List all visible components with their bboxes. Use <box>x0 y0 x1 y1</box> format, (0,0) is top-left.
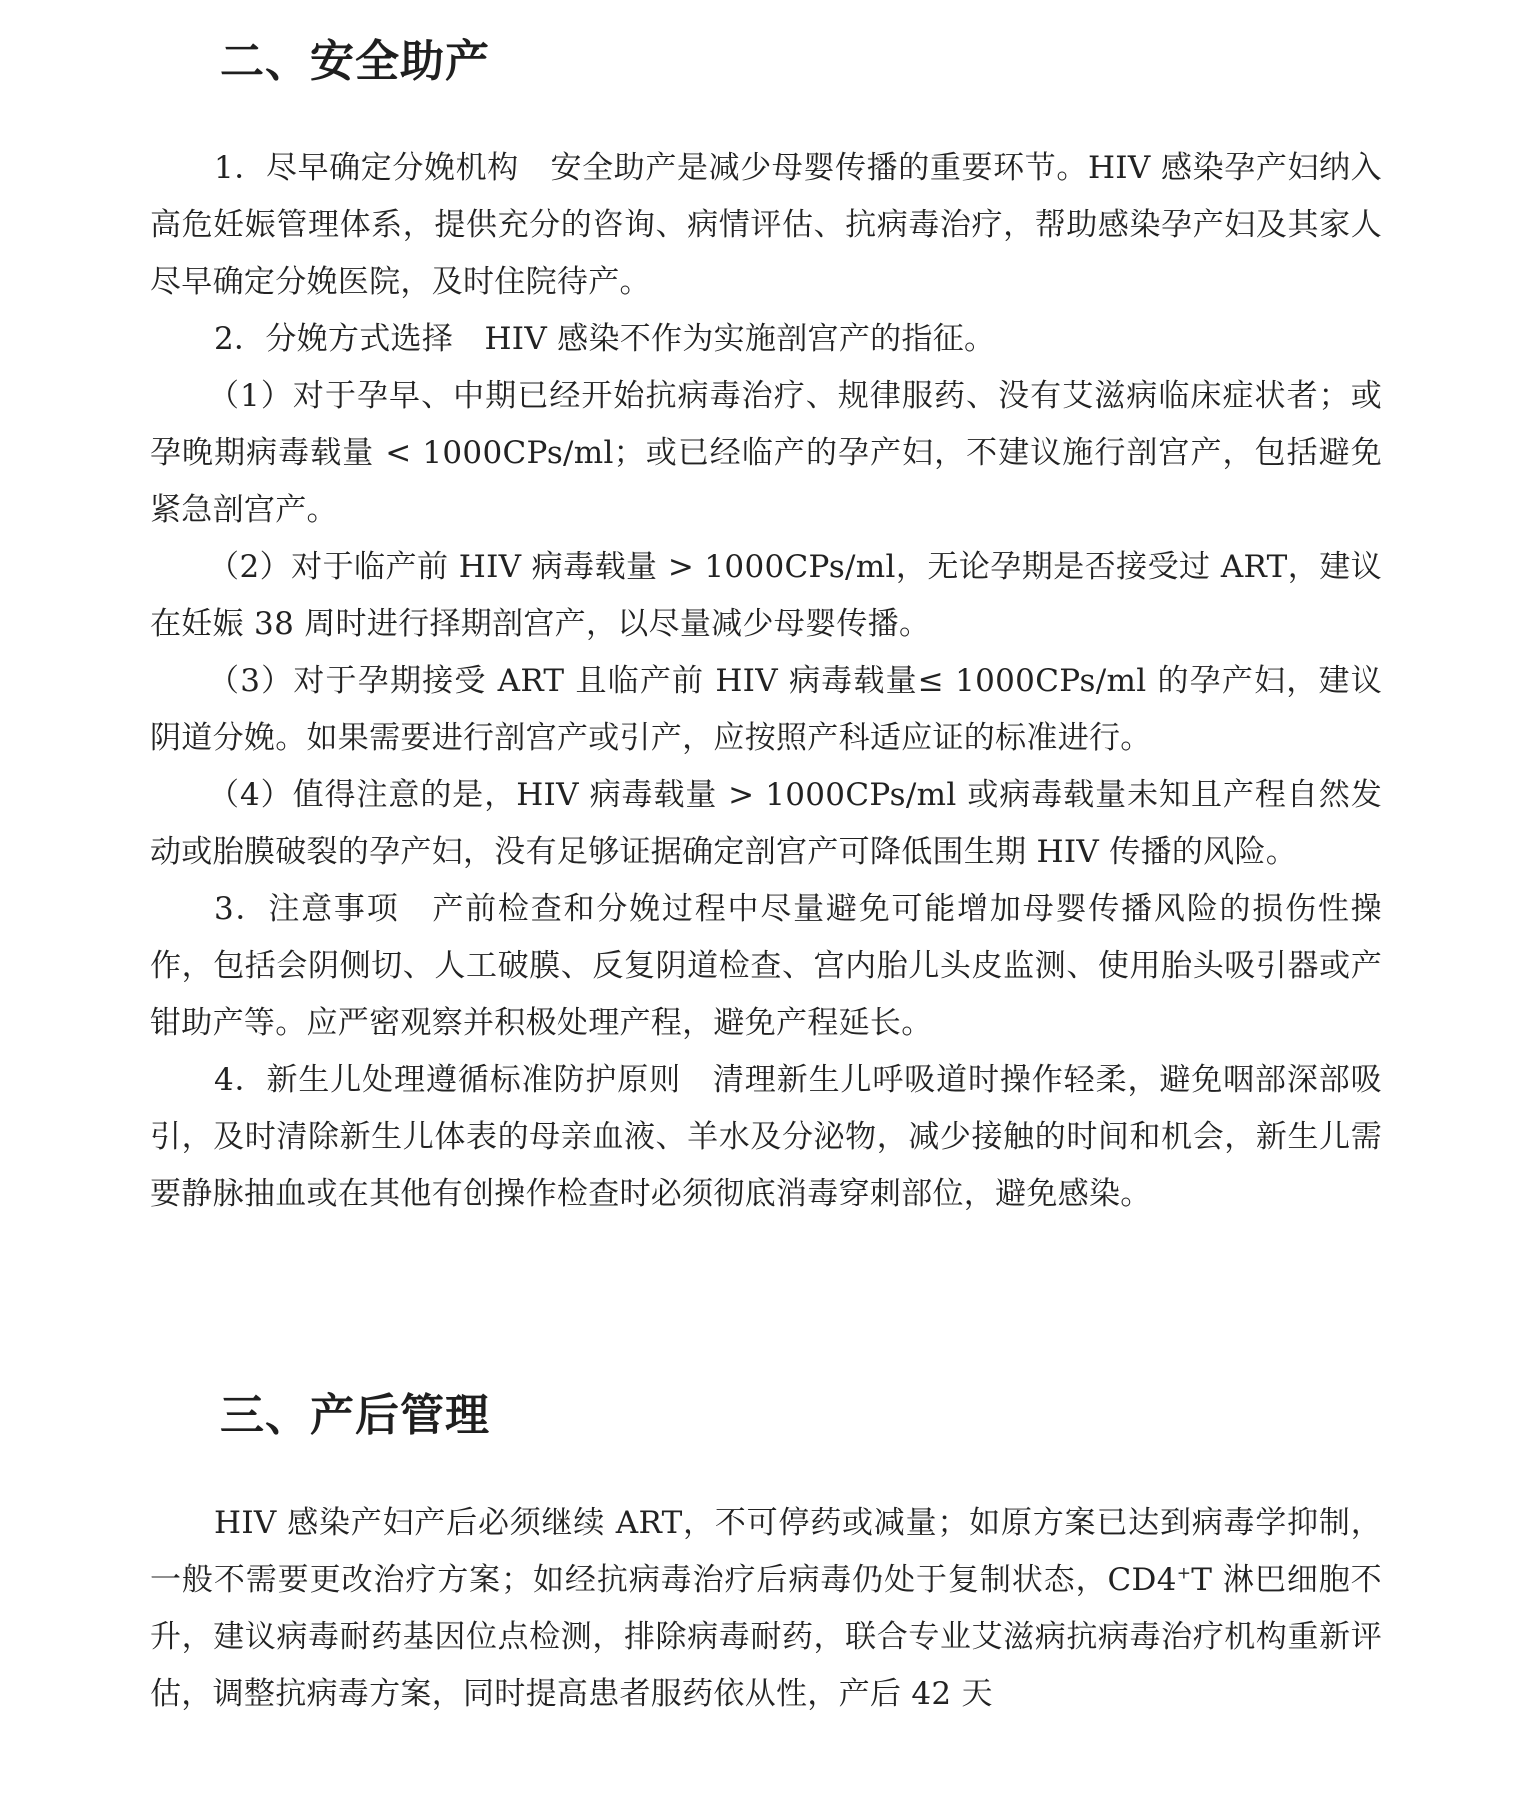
paragraph-1 <box>150 140 1382 311</box>
paragraph-1-text: 安全助产是减少母婴传播的重要环节。HIV 感染孕产妇纳入高危妊娠管理体系，提供充分的咨询、病情评估、抗病毒治疗，帮助感染孕产妇及其家人尽早确定分娩医院，及时住院待产。 <box>150 150 1382 300</box>
paragraph-2-item-1: （1）对于孕早、中期已经开始抗病毒治疗、规律服药、没有艾滋病临床症状者；或孕晚期病毒载量 < 1000CPs/ml；或已经临产的孕产妇，不建议施行剖宫产，包括避免紧急剖宫产。 <box>150 378 1382 528</box>
paragraph-2-text: HIV 感染不作为实施剖宫产的指征。 <box>484 321 996 357</box>
paragraph-3-text: 产前检查和分娩过程中尽量避免可能增加母婴传播风险的损伤性操作，包括会阴侧切、人工破膜、反复阴道检查、宫内胎儿头皮监测、使用胎头吸引器或产钳助产等。应严密观察并积极处理产程，避免产程延长。 <box>150 891 1382 1041</box>
paragraph-postpartum-text-b: T 淋巴细胞不升，建议病毒耐药基因位点检测，排除病毒耐药，联合专业艾滋病抗病毒治疗机构重新评估，调整抗病毒方案，同时提高患者服药依从性，产后 42 天 <box>150 1562 1382 1712</box>
paragraph-2 <box>150 311 1382 368</box>
paragraph-2-item-2: （2）对于临产前 HIV 病毒载量 > 1000CPs/ml，无论孕期是否接受过 ART，建议在妊娠 38 周时进行择期剖宫产，以尽量减少母婴传播。 <box>150 549 1382 642</box>
section-heading-safe-delivery: 二、安全助产 <box>220 36 490 87</box>
paragraph-postpartum <box>150 1495 1382 1723</box>
paragraph-4-lead: 4．新生儿处理遵循标准防护原则 <box>214 1062 682 1098</box>
paragraph-2-item-3: （3）对于孕期接受 ART 且临产前 HIV 病毒载量≤ 1000CPs/ml 的孕产妇，建议阴道分娩。如果需要进行剖宫产或引产，应按照产科适应证的标准进行。 <box>150 663 1382 756</box>
paragraph-4-text: 清理新生儿呼吸道时操作轻柔，避免咽部深部吸引，及时清除新生儿体表的母亲血液、羊水及分泌物，减少接触的时间和机会，新生儿需要静脉抽血或在其他有创操作检查时必须彻底消毒穿刺部位，避免感染。 <box>150 1062 1382 1212</box>
section-heading-postpartum: 三、产后管理 <box>220 1390 490 1441</box>
superscript-plus: + <box>1176 1563 1192 1584</box>
paragraph-3 <box>150 881 1382 1052</box>
paragraph-1-lead: 1．尽早确定分娩机构 <box>214 150 519 186</box>
paragraph-postpartum-text-a: HIV 感染产妇产后必须继续 ART，不可停药或减量；如原方案已达到病毒学抑制，一般不需要更改治疗方案；如经抗病毒治疗后病毒仍处于复制状态，CD4 <box>150 1505 1382 1598</box>
section-body-safe-delivery <box>150 140 1382 1223</box>
section-body-postpartum <box>150 1495 1382 1723</box>
paragraph-2-lead: 2．分娩方式选择 <box>214 321 454 357</box>
paragraph-2-item-4: （4）值得注意的是，HIV 病毒载量 > 1000CPs/ml 或病毒载量未知且产程自然发动或胎膜破裂的孕产妇，没有足够证据确定剖宫产可降低围生期 HIV 传播的风险。 <box>150 777 1383 870</box>
paragraph-3-lead: 3．注意事项 <box>214 891 400 927</box>
paragraph-4 <box>150 1052 1382 1223</box>
